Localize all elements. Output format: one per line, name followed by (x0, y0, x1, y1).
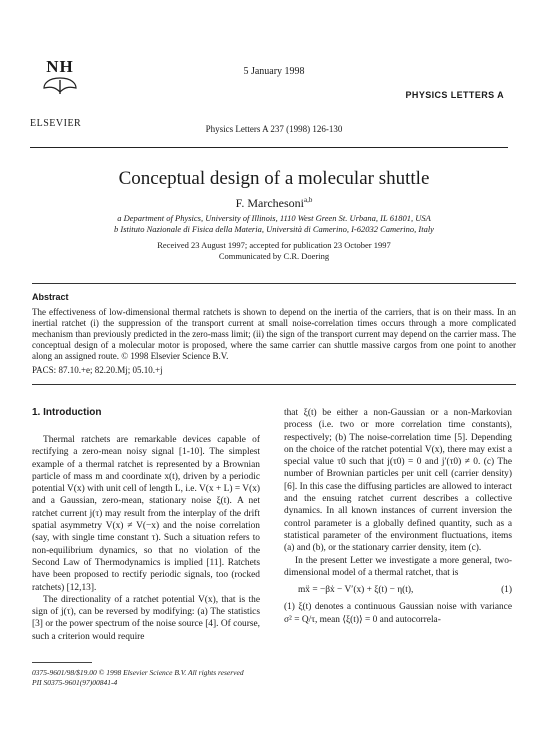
paragraph: Thermal ratchets are remarkable devices capable of rectifying a zero-mean noisy signal [1-10]. The simplest example of a thermal ratchet is represented by a Brownian particle of mass m and coordinate x(t), driven by a periodic potential V(x) with unit cell of length L, i.e. V(x + L) = V(x) and a Gaussian, zero-mean, stationary noise ξ(t). A net ratchet current j(τ) may result from the interplay of the drift spatial asymmetry V(x) ≠ V(−x) and the noise correlation (say, with single time constant τ). Such a situation refers to non-equilibrium dynamics, so that no violation of the Second Law of Thermodynamics is implied [11]. Ratchets have been proposed to rectify periodic signals, too (rocked ratchets) [12,13]. (32, 435, 260, 593)
right-column (284, 407, 512, 626)
pii-line: PII S0375-9601(97)00841-4 (32, 678, 118, 687)
communicated-by: Communicated by C.R. Doering (218, 251, 330, 261)
section-heading: 1. Introduction (32, 407, 102, 418)
equation-number: (1) (501, 585, 512, 596)
copyright-line: 0375-9601/98/$19.00 © 1998 Elsevier Science B.V. All rights reserved (32, 668, 244, 677)
received-dates: Received 23 August 1997; accepted for publication 23 October 1997 (157, 240, 391, 250)
logo-text: NH (46, 57, 74, 76)
issue-date: 5 January 1998 (243, 66, 305, 77)
equation-body: mẍ = −βẋ − V′(x) + ξ(t) − η(t), (298, 585, 414, 596)
left-column (32, 434, 260, 643)
citation: Physics Letters A 237 (1998) 126-130 (205, 124, 343, 134)
affiliation-b: b Istituto Nazionale di Fisica della Materia, Università di Camerino, I-62032 Camerino, Italy (114, 224, 434, 234)
abstract-top-rule (32, 283, 516, 284)
header-rule (30, 147, 508, 148)
pacs-codes: PACS: 87.10.+e; 82.20.Mj; 05.10.+j (32, 365, 163, 375)
author-name: F. Marchesoni (235, 196, 304, 210)
author (0, 196, 548, 211)
paragraph: that ξ(t) be either a non-Gaussian or a non-Markovian process (i.e. two or more correlation time constants), respectively; (b) The noise-correlation time [5]. Depending on the choice of the ratchet potential V(x), there may exist a special value τ0 such that j(τ0) = 0 and j′(τ0) ≠ 0. (c) The number of Brownian particles per unit cell (carrier density) [6]. In this case the diffusing particles are allowed to interact and the ensuing ratchet current describes a collective dynamics. In all known instances of current inversion the control parameter is a globally defined quantity, such as a statistical parameter of the environment fluctuations, items (a) and (b), or the stationary carrier density, item (c). (284, 408, 512, 554)
journal-name: PHYSICS LETTERS A (405, 90, 504, 100)
author-superscript: a,b (304, 196, 313, 204)
publisher-name: ELSEVIER (30, 118, 82, 129)
paragraph: In the present Letter we investigate a more general, two-dimensional model of a thermal ratchet, that is (284, 555, 512, 578)
article-title: Conceptual design of a molecular shuttle (118, 168, 430, 189)
equation-1 (284, 584, 512, 596)
abstract-heading: Abstract (32, 292, 69, 302)
abstract-text: The effectiveness of low-dimensional thermal ratchets is shown to depend on the inertia of the carriers, that is on their mass. In an inertial ratchet (i) the suppression of the transport current at small noise-correlation times occurs through a more complicated mechanism than previously predicted in the zero-mass limit; (ii) the sign of the transport current may depend on the carrier mass. The conceptual design of a molecular motor is proposed, where the same carrier can shuttle massive cargos from one point to another along an assigned route. © 1998 Elsevier Science B.V. (32, 307, 516, 361)
affiliation-a: a Department of Physics, University of Illinois, 1110 West Green St. Urbana, IL 61801, USA (117, 213, 431, 223)
paragraph: (1) ξ(t) denotes a continuous Gaussian noise with variance σ² = Q/τ, mean ⟨ξ(t)⟩ = 0 and autocorrela- (284, 602, 512, 625)
abstract-bottom-rule (32, 384, 516, 385)
paragraph: The directionality of a ratchet potential V(x), that is the sign of j(τ), can be reversed by modifying: (a) The statistics [3] or the power spectrum of the noise source [4]. Of course, such a criterion would require (32, 594, 260, 642)
footer-rule (32, 662, 92, 663)
tree-icon (38, 76, 82, 94)
